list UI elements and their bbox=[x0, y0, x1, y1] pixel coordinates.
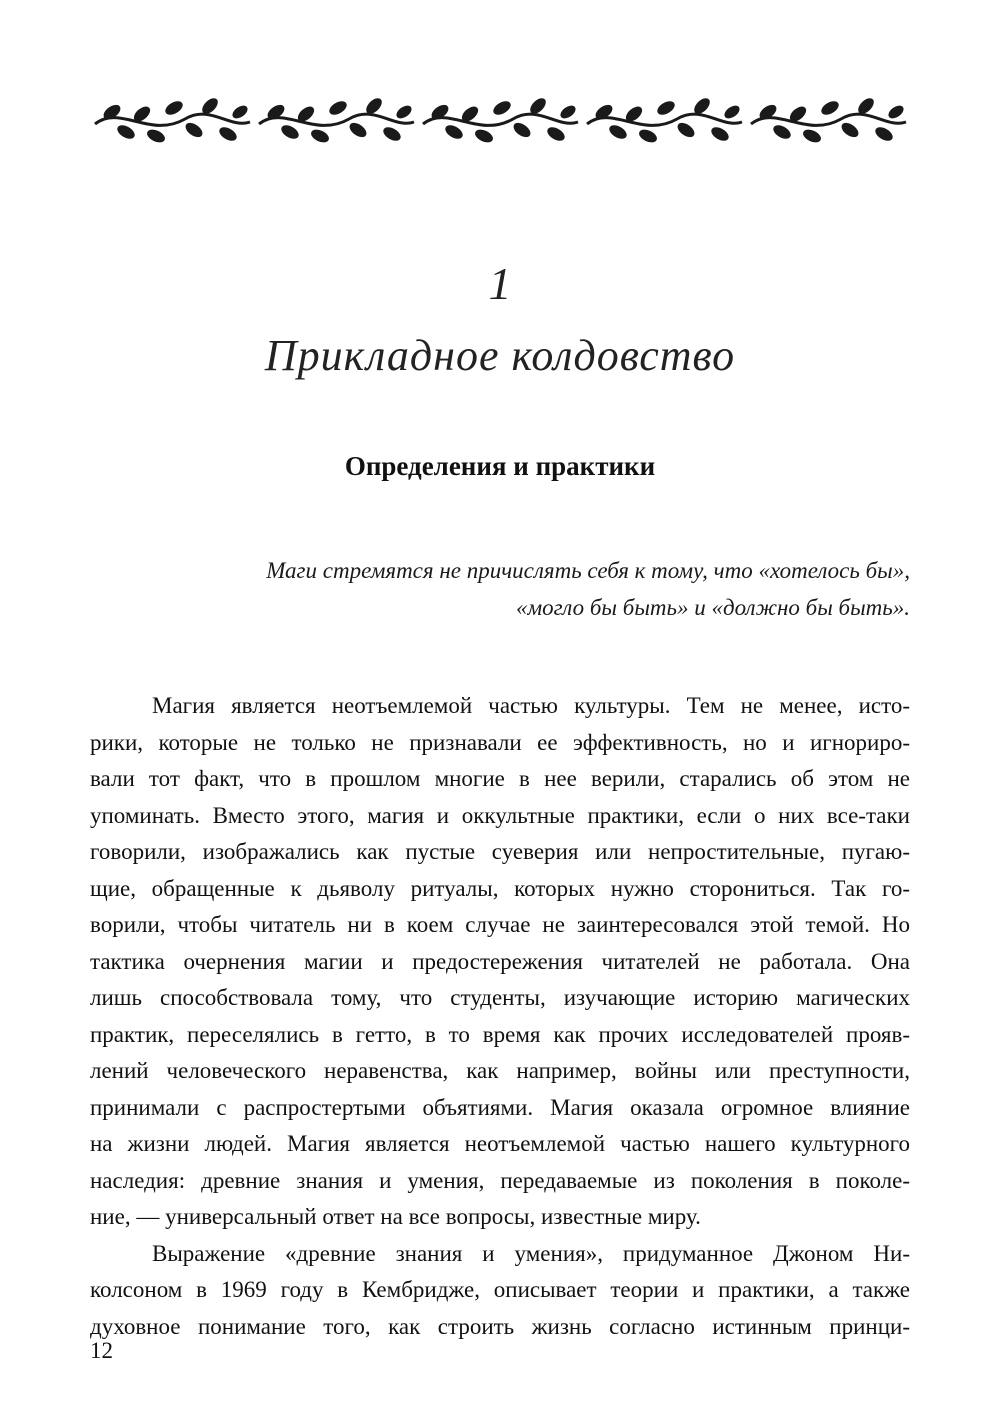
text-line: практик, переселялись в гетто, в то время как прочих исследователей прояв- bbox=[90, 1021, 910, 1047]
body-text bbox=[90, 688, 910, 1345]
text-line: говорили, изображались как пустые суеверия или непростительные, пугаю- bbox=[90, 839, 910, 864]
text-line: наследия: древние знания и умения, передаваемые из поколения в поколе- bbox=[90, 1167, 910, 1193]
section-heading: Определения и практики bbox=[344, 451, 656, 481]
text-line: Магия является неотъемлемой частью культуры. Тем не менее, исто- bbox=[152, 693, 910, 718]
text-line: щие, обращенные к дьяволу ритуалы, которых нужно сторониться. Так го- bbox=[90, 875, 910, 901]
paragraph-2 bbox=[90, 1236, 910, 1346]
paragraph-1 bbox=[90, 688, 910, 1236]
text-line: лишь способствовала тому, что студенты, изучающие историю магических bbox=[90, 985, 910, 1010]
text-line: принимали с распростертыми объятиями. Магия оказала огромное влияние bbox=[90, 1094, 910, 1120]
chapter-number: 1 bbox=[488, 258, 512, 309]
text-line: Выражение «древние знания и умения», придуманное Джоном Ни- bbox=[152, 1240, 910, 1266]
text-line: вали тот факт, что в прошлом многие в нее верили, старались об этом не bbox=[90, 766, 910, 791]
text-line: тактика очернения магии и предостережения читателей не работала. Она bbox=[90, 948, 910, 974]
text-line: духовное понимание того, как строить жизнь согласно истинным принци- bbox=[90, 1313, 910, 1339]
text-line: на жизни людей. Магия является неотъемлемой частью нашего культурного bbox=[90, 1131, 910, 1156]
text-line: лений человеческого неравенства, как например, войны или преступности, bbox=[90, 1058, 910, 1083]
epigraph-line: «могло бы быть» и «должно бы быть». bbox=[515, 595, 910, 620]
floral-vine-ornament bbox=[90, 84, 910, 154]
epigraph-line: Маги стремятся не причислять себя к тому, что «хотелось бы», bbox=[266, 558, 910, 583]
text-line: ворили, чтобы читатель ни в коем случае не заинтересовался этой темой. Но bbox=[90, 912, 910, 937]
text-line: ние, — универсальный ответ на все вопросы, известные миру. bbox=[90, 1204, 701, 1229]
text-line: колсоном в 1969 году в Кембридже, описывает теории и практики, а также bbox=[90, 1277, 910, 1302]
text-line: упоминать. Вместо этого, магия и оккультные практики, если о них все-таки bbox=[90, 802, 910, 828]
text-line: рики, которые не только не признавали ее эффективность, но и игнориро- bbox=[90, 729, 910, 755]
page-number: 12 bbox=[90, 1338, 113, 1363]
epigraph bbox=[150, 552, 910, 626]
chapter-title: Прикладное колдовство bbox=[264, 331, 736, 380]
